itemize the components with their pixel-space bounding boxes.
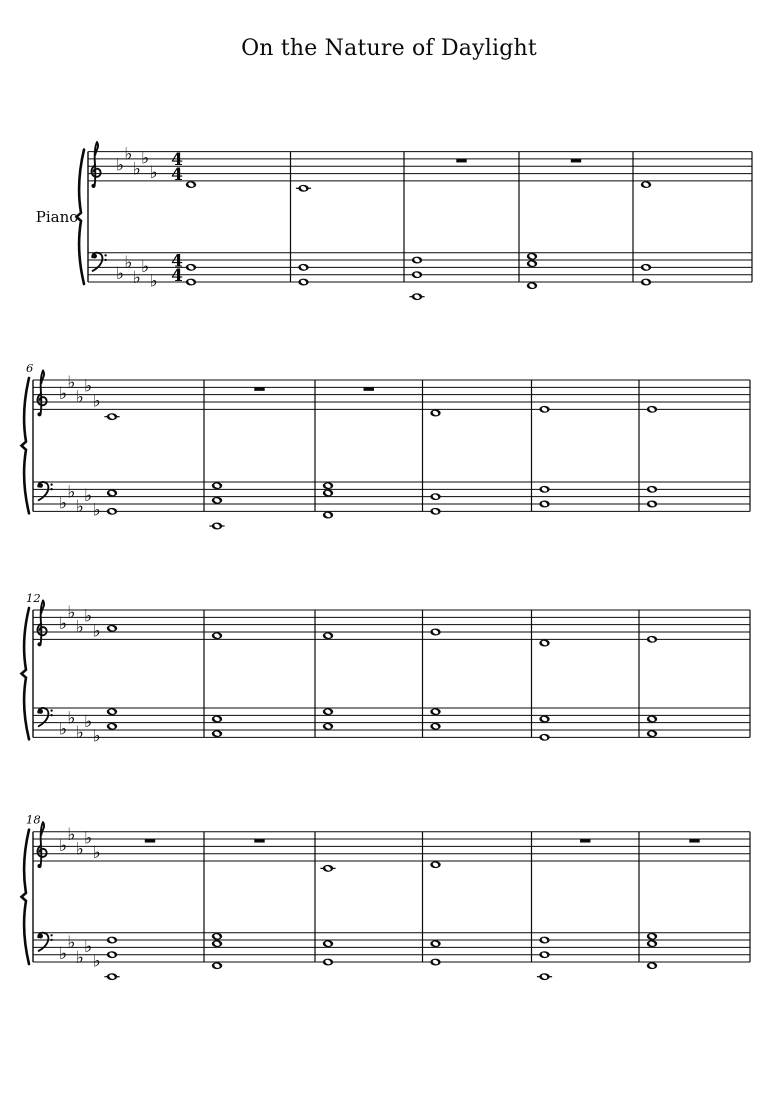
whole-note (107, 937, 117, 944)
whole-rest (689, 839, 699, 843)
whole-note (212, 933, 222, 940)
measure-4 (527, 159, 581, 289)
whole-note (539, 937, 549, 944)
measure-5 (641, 181, 651, 285)
whole-note (186, 264, 196, 271)
whole-note (539, 486, 549, 493)
whole-note (539, 716, 549, 723)
whole-note (323, 865, 333, 872)
whole-rest (364, 387, 374, 391)
flat-sign: ♭ (58, 835, 68, 856)
measure-number: 18 (26, 812, 41, 827)
whole-note (323, 482, 333, 489)
whole-note (647, 962, 657, 969)
whole-note (186, 279, 196, 286)
whole-rest (145, 839, 155, 843)
whole-note (323, 490, 333, 497)
measure-17 (647, 636, 657, 737)
flat-sign: ♭ (84, 486, 93, 507)
whole-note (107, 490, 117, 497)
whole-note (298, 185, 308, 192)
flat-sign: ♭ (84, 712, 93, 733)
whole-note (323, 632, 333, 639)
whole-note (647, 730, 657, 737)
whole-note (539, 406, 549, 413)
time-signature: 4 (171, 266, 183, 286)
measure-22 (537, 839, 591, 980)
time-signature: 4 (171, 164, 183, 185)
flat-sign: ♭ (149, 271, 158, 292)
whole-note (212, 497, 222, 504)
flat-sign: ♭ (75, 947, 84, 968)
whole-note (641, 181, 651, 188)
flat-sign: ♭ (67, 824, 76, 845)
flat-sign: ♭ (115, 264, 125, 285)
whole-note (430, 493, 440, 500)
flat-sign: ♭ (58, 944, 68, 965)
whole-note (430, 410, 440, 417)
whole-note (430, 959, 440, 966)
measure-number: 6 (26, 361, 34, 375)
whole-note (107, 625, 117, 632)
system-brace (22, 608, 30, 739)
whole-note (107, 708, 117, 715)
bass-clef-icon (38, 933, 53, 951)
whole-note (323, 940, 333, 947)
measure-10 (539, 406, 549, 508)
measure-3 (409, 159, 466, 300)
measure-6 (104, 413, 119, 515)
whole-note (107, 973, 117, 980)
system-4 (22, 813, 751, 980)
whole-rest (254, 387, 264, 391)
whole-rest (456, 159, 466, 163)
whole-note (107, 951, 117, 958)
flat-sign: ♭ (141, 148, 150, 169)
measure-21 (430, 861, 440, 965)
measure-19 (212, 839, 265, 969)
whole-note (298, 279, 308, 286)
bass-clef-icon (38, 708, 53, 726)
system-brace (22, 378, 30, 513)
bass-clef-icon (38, 482, 53, 500)
whole-note (647, 716, 657, 723)
whole-note (412, 271, 422, 278)
whole-note (430, 723, 440, 730)
system-1 (36, 142, 752, 300)
whole-note (107, 723, 117, 730)
whole-note (323, 723, 333, 730)
time-signature: 4 (171, 150, 183, 171)
flat-sign: ♭ (67, 708, 76, 729)
whole-note (323, 959, 333, 966)
measure-15 (430, 629, 440, 730)
whole-note (212, 962, 222, 969)
flat-sign: ♭ (75, 723, 84, 744)
measure-11 (647, 406, 657, 508)
instrument-label: Piano (35, 207, 79, 226)
whole-note (527, 282, 537, 289)
whole-note (107, 413, 117, 420)
whole-note (539, 951, 549, 958)
flat-sign: ♭ (92, 726, 101, 747)
flat-sign: ♭ (75, 617, 84, 638)
whole-note (647, 940, 657, 947)
flat-sign: ♭ (84, 828, 93, 849)
whole-note (430, 508, 440, 515)
system-2 (22, 361, 751, 529)
bass-clef-icon (92, 253, 107, 271)
measure-12 (107, 625, 117, 730)
flat-sign: ♭ (67, 933, 76, 954)
flat-sign: ♭ (92, 500, 101, 521)
whole-note (647, 933, 657, 940)
flat-sign: ♭ (124, 144, 133, 165)
flat-sign: ♭ (67, 373, 76, 394)
whole-note (539, 640, 549, 647)
flat-sign: ♭ (67, 482, 76, 503)
whole-note (527, 253, 537, 260)
measure-number: 12 (26, 591, 41, 605)
measure-18 (104, 839, 155, 980)
measure-13 (212, 632, 222, 737)
whole-note (412, 293, 422, 300)
whole-note (647, 636, 657, 643)
whole-note (107, 508, 117, 515)
flat-sign: ♭ (124, 253, 133, 274)
flat-sign: ♭ (58, 493, 68, 514)
whole-note (527, 260, 537, 267)
flat-sign: ♭ (84, 936, 93, 957)
measure-20 (320, 865, 335, 966)
flat-sign: ♭ (84, 376, 93, 397)
flat-sign: ♭ (92, 951, 101, 972)
flat-sign: ♭ (92, 621, 101, 642)
whole-note (212, 730, 222, 737)
flat-sign: ♭ (75, 497, 84, 518)
flat-sign: ♭ (75, 387, 84, 408)
system-3 (22, 591, 751, 747)
whole-rest (580, 839, 590, 843)
measure-2 (296, 185, 311, 286)
whole-note (212, 632, 222, 639)
whole-note (641, 279, 651, 286)
whole-rest (571, 159, 581, 163)
flat-sign: ♭ (67, 603, 76, 624)
whole-note (430, 940, 440, 947)
whole-note (647, 501, 657, 508)
flat-sign: ♭ (84, 606, 93, 627)
whole-note (430, 629, 440, 636)
system-brace (22, 830, 30, 964)
whole-note (212, 940, 222, 947)
flat-sign: ♭ (92, 391, 101, 412)
whole-note (212, 523, 222, 530)
whole-note (430, 708, 440, 715)
whole-note (412, 257, 422, 264)
measure-16 (539, 640, 549, 741)
flat-sign: ♭ (132, 267, 141, 288)
whole-note (647, 486, 657, 493)
piece-title: On the Nature of Daylight (241, 36, 537, 61)
measure-1 (186, 181, 196, 285)
flat-sign: ♭ (115, 155, 125, 176)
whole-note (641, 264, 651, 271)
whole-note (212, 716, 222, 723)
flat-sign: ♭ (149, 163, 158, 184)
whole-note (647, 406, 657, 413)
flat-sign: ♭ (75, 839, 84, 860)
measure-8 (323, 387, 374, 518)
flat-sign: ♭ (92, 843, 101, 864)
flat-sign: ♭ (58, 384, 68, 405)
whole-note (430, 861, 440, 868)
whole-note (186, 181, 196, 188)
whole-note (539, 973, 549, 980)
time-signature: 4 (171, 251, 183, 272)
flat-sign: ♭ (132, 159, 141, 180)
flat-sign: ♭ (58, 614, 68, 635)
whole-note (323, 512, 333, 519)
flat-sign: ♭ (58, 719, 68, 740)
whole-note (212, 482, 222, 489)
whole-note (323, 708, 333, 715)
whole-note (539, 501, 549, 508)
measure-7 (209, 387, 264, 529)
whole-note (539, 734, 549, 741)
whole-note (298, 264, 308, 271)
whole-rest (254, 839, 264, 843)
measure-23 (647, 839, 700, 969)
measure-9 (430, 410, 440, 515)
flat-sign: ♭ (141, 256, 150, 277)
